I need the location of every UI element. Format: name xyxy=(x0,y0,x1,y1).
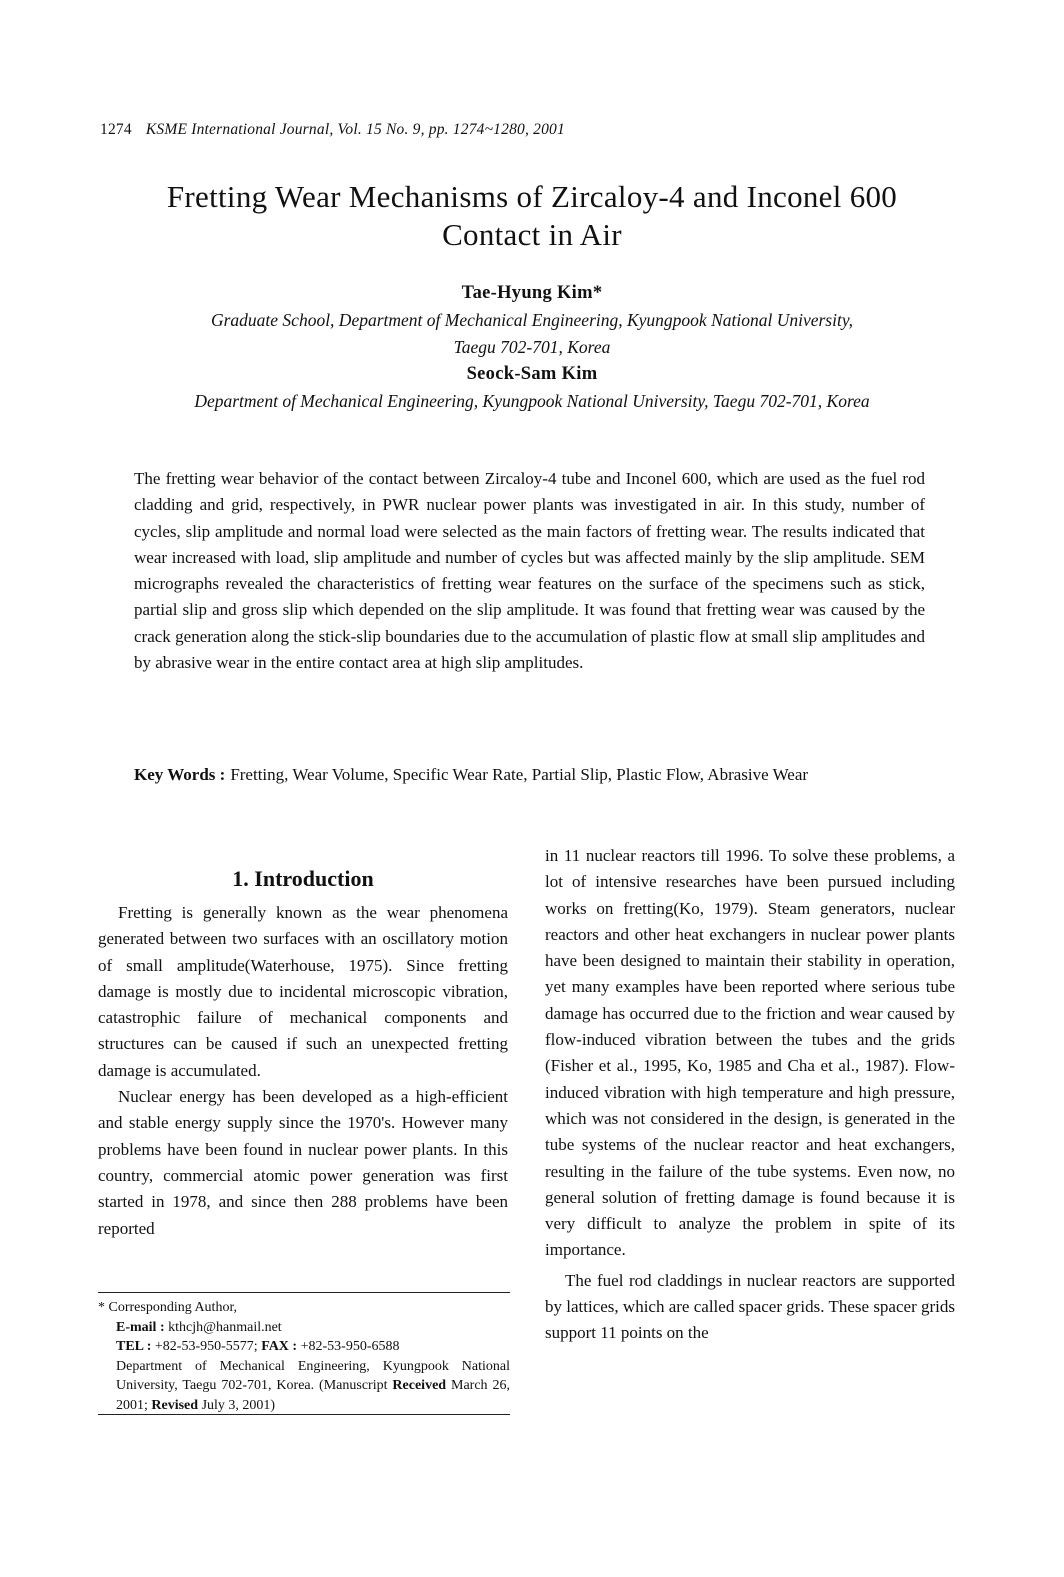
keywords-label: Key Words : xyxy=(134,765,226,784)
revised-label: Revised xyxy=(151,1397,199,1413)
footnote-bottom-divider xyxy=(98,1414,510,1415)
body-paragraph: Nuclear energy has been developed as a high-efficient and stable energy supply since the 1970's. However many problems have been found in nuclear power plants. In this country, commercial atomic power generation was first started in 1978, and since then 288 problems have been reported xyxy=(98,1087,508,1238)
running-header xyxy=(100,121,565,139)
email-value: kthcjh@hanmail.net xyxy=(168,1319,282,1335)
received-label: Received xyxy=(392,1378,447,1394)
footnote xyxy=(98,1298,510,1416)
footnote-phone-line xyxy=(98,1337,510,1357)
footnote-corresponding: * Corresponding Author, xyxy=(98,1300,238,1315)
fax-label: FAX : xyxy=(261,1339,298,1355)
footnote-address xyxy=(98,1357,510,1416)
title-line-2: Contact in Air xyxy=(442,217,622,252)
address-text: Department of Mechanical Engineering, Kyungpook National University, Taegu 702-701, Korea. (Manuscript xyxy=(116,1358,510,1394)
revised-date: July 3, 2001) xyxy=(201,1397,276,1413)
author-affiliation-2: Department of Mechanical Engineering, Kyungpook National University, Taegu 702-701, Korea xyxy=(194,391,870,411)
title-line-1: Fretting Wear Mechanisms of Zircaloy-4 and Inconel 600 xyxy=(166,179,898,214)
author-name-2: Seock-Sam Kim xyxy=(466,364,598,384)
fax-value: +82-53-950-6588 xyxy=(300,1339,400,1355)
author-block xyxy=(40,280,1024,415)
author-affiliation-1a: Graduate School, Department of Mechanical Engineering, Kyungpook National University, xyxy=(210,310,854,330)
body-paragraph: The fuel rod claddings in nuclear reactors are supported by lattices, which are called spacer grids. These spacer grids support 11 points on the xyxy=(545,1270,955,1343)
abstract: The fretting wear behavior of the contact between Zircaloy-4 tube and Inconel 600, which are used as the fuel rod cladding and grid, respectively, in PWR nuclear power plants was investigated in air. In this study, number of cycles, slip amplitude and normal load were selected as the main factors of fretting wear. The results indicated that wear increased with load, slip amplitude and number of cycles but was affected mainly by the slip amplitude. SEM micrographs revealed the characteristics of fretting wear features on the surface of the specimens such as stick, partial slip and gross slip which depended on the slip amplitude. It was found that fretting wear was caused by the crack generation along the stick-slip boundaries due to the accumulation of plastic flow at small slip amplitudes and by abrasive wear in the entire contact area at high slip amplitudes. xyxy=(134,469,925,673)
page-number: 1274 xyxy=(100,121,132,138)
author-affiliation-1b: Taegu 702-701, Korea xyxy=(453,337,611,357)
keywords xyxy=(134,762,925,788)
tel-label: TEL : xyxy=(116,1339,152,1355)
received-date: March 26, 2001; xyxy=(116,1378,510,1413)
footnote-divider xyxy=(98,1292,510,1293)
email-label: E-mail : xyxy=(116,1319,165,1335)
tel-value: +82-53-950-5577; xyxy=(154,1339,258,1355)
footnote-email-line xyxy=(98,1318,510,1338)
journal-citation: KSME International Journal, Vol. 15 No. 9, pp. 1274~1280, 2001 xyxy=(145,121,565,138)
section-heading-introduction: 1. Introduction xyxy=(232,866,374,891)
author-name-1: Tae-Hyung Kim* xyxy=(461,283,603,303)
paper-title xyxy=(60,178,1004,254)
body-column-left xyxy=(98,900,508,1242)
keywords-text: Fretting, Wear Volume, Specific Wear Rate, Partial Slip, Plastic Flow, Abrasive Wear xyxy=(230,765,809,784)
body-paragraph: Fretting is generally known as the wear phenomena generated between two surfaces with an oscillatory motion of small amplitude(Waterhouse, 1975). Since fretting damage is mostly due to incidental microscopic vibration, catastrophic failure of mechanical components and structures can be caused if such an unexpected fretting damage is accumulated. xyxy=(98,903,508,1080)
body-paragraph: in 11 nuclear reactors till 1996. To solve these problems, a lot of intensive researches have been pursued including works on fretting(Ko, 1979). Steam generators, nuclear reactors and other heat exchangers in nuclear power plants have been designed to maintain their stability in operation, yet many examples have been reported where serious tube damage has occurred due to the friction and wear caused by flow-induced vibration between the tubes and the grids (Fisher et al., 1995, Ko, 1985 and Cha et al., 1987). Flow-induced vibration with high temperature and high pressure, which was not considered in the design, is generated in the tube systems of the nuclear reactor and heat exchangers, resulting in the failure of the tube systems. Even now, no general solution of fretting damage is found because it is very difficult to analyze the problem in spite of its importance. xyxy=(545,846,955,1260)
body-column-right xyxy=(545,843,955,1347)
